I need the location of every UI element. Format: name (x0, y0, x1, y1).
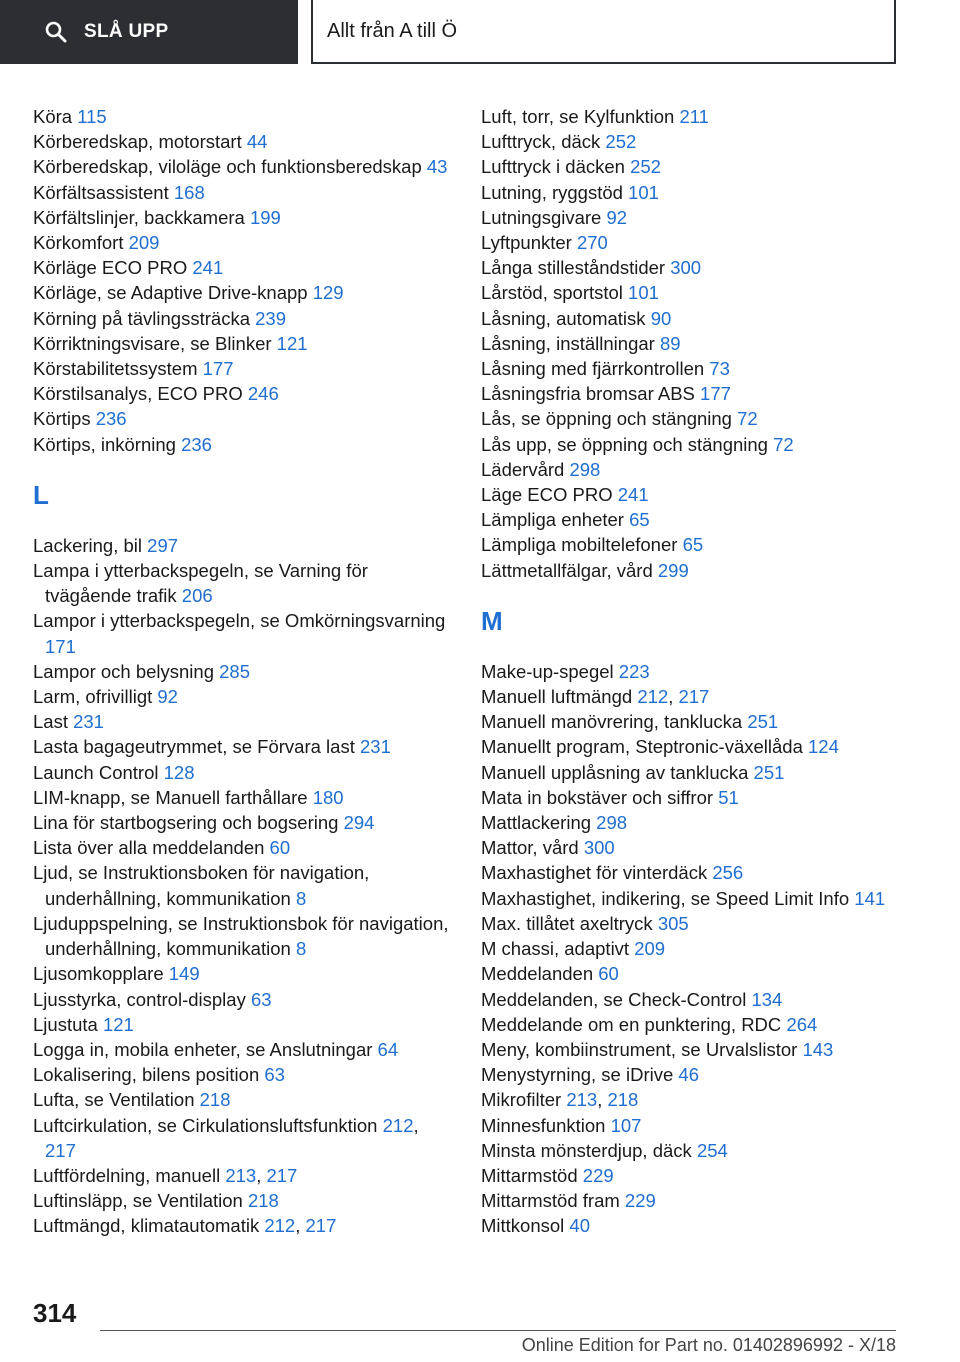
index-entry-text: Låsningsfria bromsar ABS (481, 383, 695, 405)
index-entry (33, 734, 453, 759)
page-link[interactable]: 199 (249, 206, 281, 228)
index-entry (481, 457, 901, 482)
index-entry-text: Lättmetallfälgar, vård (481, 559, 653, 581)
index-entry (33, 230, 453, 255)
page-link[interactable]: 64 (377, 1038, 399, 1060)
page-link[interactable]: 241 (192, 257, 224, 279)
index-entry-text: LIM-knapp, se Manuell farthållare (33, 786, 308, 808)
page-link[interactable]: 65 (682, 534, 704, 556)
page-link[interactable]: 305 (657, 912, 689, 934)
index-entry (33, 608, 453, 658)
footer-divider (100, 1330, 896, 1331)
index-entry-text: Låsning, automatisk (481, 307, 646, 329)
index-entry: Luftfördelning, manuell 213, 217 (33, 1164, 298, 1186)
index-entry-text: Make-up-spegel (481, 660, 614, 682)
index-entry (481, 482, 901, 507)
page-link[interactable]: 298 (569, 458, 601, 480)
index-entry (481, 104, 901, 129)
page-number: 314 (33, 1298, 77, 1328)
page-link[interactable]: 264 (786, 1013, 818, 1035)
index-entry-text: Lista över alla meddelanden (33, 837, 265, 859)
index-entry (33, 129, 453, 154)
section-tab[interactable] (311, 0, 896, 64)
index-entry-text: Köra (33, 106, 73, 127)
index-entry (481, 987, 901, 1012)
index-entry-text: Meddelanden (481, 963, 594, 985)
page-link[interactable]: 8 (295, 887, 307, 909)
index-entry (481, 230, 901, 255)
index-entry (33, 406, 453, 431)
index-entry-text: Läge ECO PRO (481, 484, 613, 506)
page-link[interactable]: 89 (659, 332, 681, 354)
index-entry (33, 1037, 453, 1062)
index-entry (33, 280, 453, 305)
index-entry (33, 961, 453, 986)
index-entry (33, 911, 453, 961)
page-link[interactable]: 134 (751, 988, 783, 1010)
index-entry (481, 734, 901, 759)
page-link[interactable]: 285 (219, 660, 251, 682)
index-entry (481, 1138, 901, 1163)
index-entry-text: Lampor och belysning (33, 660, 214, 682)
index-entry (481, 280, 901, 305)
index-entry-text: Lårstöd, sportstol (481, 282, 623, 304)
page-link[interactable]: 211 (679, 106, 709, 127)
index-entry (33, 1188, 453, 1213)
index-entry (481, 659, 901, 684)
page-link[interactable]: 251 (747, 711, 779, 733)
index-entry-text: Lufttryck, däck (481, 131, 601, 153)
index-entry: Luftcirkulation, se Cirkulationsluftsfunktion 212, 217 (33, 1114, 419, 1161)
index-entry-text: Lina för startbogsering och bogsering (33, 812, 339, 834)
index-entry-text: Mattlackering (481, 812, 592, 834)
index-entry-text: M chassi, adaptivt (481, 938, 630, 960)
index-entry-text: Lampor i ytterbackspegeln, se Omkörningsvarning (33, 610, 446, 632)
page-link[interactable]: 209 (128, 232, 160, 254)
page-link[interactable]: 40 (569, 1215, 590, 1237)
index-entry-text: Mata in bokstäver och siffror (481, 786, 714, 808)
index-entry-text: Körläge ECO PRO (33, 257, 188, 279)
index-entry: Mikrofilter 213, 218 (481, 1089, 639, 1111)
page-link[interactable]: 229 (582, 1164, 614, 1186)
page-link[interactable]: 121 (102, 1013, 134, 1035)
index-entry-text: Lutning, ryggstöd (481, 181, 623, 203)
index-entry-text: Luft, torr, se Kylfunktion (481, 106, 675, 127)
index-entry-text: Maxhastighet för vinterdäck (481, 862, 708, 884)
page-link[interactable]: 213 (225, 1164, 257, 1186)
page-link[interactable]: 60 (269, 837, 291, 859)
index-entry (33, 760, 453, 785)
page-link[interactable]: 72 (737, 408, 758, 430)
index-entry-text: Körläge, se Adaptive Drive-knapp (33, 282, 308, 304)
page-link[interactable]: 8 (295, 938, 307, 960)
page-link[interactable]: 256 (712, 862, 744, 884)
page-link[interactable]: 60 (598, 963, 619, 985)
index-entry (33, 709, 453, 734)
index-entry (481, 507, 901, 532)
index-entry (33, 154, 453, 179)
page-link[interactable]: 180 (312, 786, 344, 808)
index-entry-text: Meny, kombiinstrument, se Urvalslistor (481, 1038, 798, 1060)
index-entry-text: Menystyrning, se iDrive (481, 1064, 674, 1086)
index-entry-text: Max. tillåtet axeltryck (481, 912, 653, 934)
index-entry (33, 810, 453, 835)
index-entry-text: Långa stilleståndstider (481, 257, 666, 279)
page-link[interactable]: 218 (199, 1089, 231, 1111)
page-link[interactable]: 149 (168, 963, 200, 985)
index-entry-text: Larm, ofrivilligt (33, 686, 153, 708)
page-link[interactable]: 141 (854, 887, 886, 909)
index-entry (481, 558, 901, 583)
page-link[interactable]: 44 (246, 131, 268, 153)
index-column-right (481, 104, 901, 1239)
page-link[interactable]: 90 (650, 307, 672, 329)
index-entry (481, 205, 901, 230)
index-entry-text: Låsning, inställningar (481, 332, 655, 354)
page-link[interactable]: 72 (773, 433, 794, 455)
index-entry-text: Logga in, mobila enheter, se Anslutningar (33, 1038, 373, 1060)
page-link[interactable]: 143 (802, 1038, 834, 1060)
page-link[interactable]: 212 (637, 686, 669, 708)
page-link[interactable]: 217 (678, 686, 710, 708)
index-entry-text: Manuell upplåsning av tanklucka (481, 761, 749, 783)
page-link[interactable]: 300 (670, 257, 702, 279)
index-entry (481, 1037, 901, 1062)
page-link[interactable]: 223 (618, 660, 650, 682)
index-entry-text: Lufta, se Ventilation (33, 1089, 195, 1111)
page-link[interactable]: 217 (305, 1215, 337, 1237)
page-link[interactable]: 217 (266, 1164, 298, 1186)
index-entry-text: Körning på tävlingssträcka (33, 307, 250, 329)
index-entry-text: Lutningsgivare (481, 206, 602, 228)
index-entry (33, 860, 453, 910)
index-entry-text: Lufttryck i däcken (481, 156, 625, 178)
index-entry (33, 180, 453, 205)
index-entry (481, 129, 901, 154)
index-entry-text: Körstilsanalys, ECO PRO (33, 383, 243, 405)
index-entry (481, 886, 901, 911)
index-entry (33, 205, 453, 230)
index-entry (33, 558, 453, 608)
index-entry-text: Meddelanden, se Check-Control (481, 988, 747, 1010)
page-link[interactable]: 92 (157, 686, 178, 708)
index-entry-text: Körtips, inkörning (33, 433, 176, 455)
page-link[interactable]: 51 (718, 786, 739, 808)
index-entry-text: Körkomfort (33, 232, 124, 254)
index-entry (481, 860, 901, 885)
index-entry (481, 785, 901, 810)
page-link[interactable]: 294 (343, 812, 375, 834)
index-entry-text: Minnesfunktion (481, 1114, 606, 1136)
index-entry-text: Lås, se öppning och stängning (481, 408, 732, 430)
page-link[interactable]: 209 (634, 938, 666, 960)
index-entry (481, 255, 901, 280)
page-link[interactable]: 73 (709, 358, 730, 380)
index-column-left (33, 104, 453, 1239)
page-link[interactable]: 236 (95, 408, 127, 430)
page-link[interactable]: 252 (630, 156, 661, 178)
index-entry (481, 154, 901, 179)
index-entry-text: Manuellt program, Steptronic-växellåda (481, 736, 803, 758)
page-link[interactable]: 171 (45, 635, 76, 657)
index-entry (481, 306, 901, 331)
index-entry-text: Luftcirkulation, se Cirkulationsluftsfunktion (33, 1114, 378, 1136)
index-entry (33, 987, 453, 1012)
index-entry (481, 835, 901, 860)
index-entry (481, 961, 901, 986)
page-link[interactable]: 92 (606, 206, 628, 228)
index-entry-text: Luftmängd, klimatautomatik (33, 1215, 260, 1237)
page-link[interactable]: 236 (181, 433, 212, 455)
index-entry (33, 533, 453, 558)
page-link[interactable]: 213 (566, 1089, 598, 1111)
index-entry: Manuell luftmängd 212, 217 (481, 686, 710, 708)
index-entry-text: Lädervård (481, 458, 565, 480)
index-entry-text: Luftinsläpp, se Ventilation (33, 1190, 243, 1212)
footer-edition-text: Online Edition for Part no. 01402896992 - X/18 (521, 1335, 896, 1355)
page-link[interactable]: 254 (696, 1139, 728, 1161)
page-link[interactable]: 121 (276, 332, 308, 354)
index-entry (33, 255, 453, 280)
index-entry (33, 835, 453, 860)
index-entry-text: Meddelande om en punktering, RDC (481, 1013, 782, 1035)
page-link[interactable]: 246 (247, 383, 279, 405)
page-link[interactable]: 177 (202, 358, 234, 380)
page-link[interactable]: 241 (617, 484, 649, 506)
index-entry-text: Lokalisering, bilens position (33, 1064, 260, 1086)
page-link[interactable]: 46 (678, 1064, 699, 1086)
index-entry-text: Körberedskap, viloläge och funktionsberedskap (33, 156, 422, 178)
page-link[interactable]: 218 (607, 1089, 639, 1111)
page-link[interactable]: 128 (163, 761, 195, 783)
page-link[interactable]: 217 (45, 1139, 76, 1161)
index-entry (33, 684, 453, 709)
index-entry-text: Körfältsassistent (33, 181, 169, 203)
index-entry (481, 532, 901, 557)
index-section-letter: M (481, 605, 503, 636)
index-entry-text: Körfältslinjer, backkamera (33, 206, 245, 228)
index-entry (481, 1062, 901, 1087)
top-bar (0, 0, 960, 66)
search-icon (44, 20, 68, 44)
index-entry (481, 1188, 901, 1213)
page-link[interactable]: 218 (247, 1190, 279, 1212)
index-entry-text: Körtips (33, 408, 91, 430)
index-entry-text: Mattor, vård (481, 837, 579, 859)
index-entry-text: Ljusstyrka, control-display (33, 988, 246, 1010)
index-entry-text: Lampa i ytterbackspegeln, se Varning för tvägående trafik (33, 560, 368, 607)
page-link[interactable]: 212 (382, 1114, 414, 1136)
page-link[interactable]: 206 (181, 585, 213, 607)
page-link[interactable]: 177 (700, 383, 731, 405)
index-entry-text: Maxhastighet, indikering, se Speed Limit Info (481, 887, 850, 909)
page-link[interactable]: 297 (147, 534, 179, 556)
page-link[interactable]: 124 (808, 736, 839, 758)
page-link[interactable]: 229 (624, 1190, 656, 1212)
index-entry-text: Mittkonsol (481, 1215, 565, 1237)
index-entry (33, 104, 453, 129)
index-entry-text: Ljustuta (33, 1013, 98, 1035)
index-entry-text: Lås upp, se öppning och stängning (481, 433, 768, 455)
index-entry (481, 810, 901, 835)
index-entry (481, 1012, 901, 1037)
index-entry (33, 331, 453, 356)
index-entry (33, 1062, 453, 1087)
page-link[interactable]: 251 (753, 761, 785, 783)
page-link[interactable]: 63 (250, 988, 272, 1010)
index-entry (33, 659, 453, 684)
index-entry-text: Lämpliga enheter (481, 509, 624, 531)
page-link[interactable]: 270 (576, 232, 608, 254)
index-entry (481, 709, 901, 734)
index-entry (481, 180, 901, 205)
index-entry-text: Lyftpunkter (481, 232, 572, 254)
page-link[interactable]: 63 (264, 1064, 285, 1086)
index-entry-text: Mittarmstöd (481, 1164, 578, 1186)
index-entry (481, 760, 901, 785)
page-link[interactable]: 115 (77, 106, 107, 127)
index-entry-text: Manuell manövrering, tanklucka (481, 711, 743, 733)
index-entry (481, 1213, 901, 1238)
index-entry-text: Lämpliga mobiltelefoner (481, 534, 678, 556)
page-link[interactable]: 252 (605, 131, 637, 153)
page-link[interactable]: 231 (73, 711, 104, 733)
page-link[interactable]: 107 (610, 1114, 642, 1136)
page-link[interactable]: 43 (426, 156, 448, 178)
index-entry (33, 306, 453, 331)
index-entry-text: Körberedskap, motorstart (33, 131, 242, 153)
index-entry (481, 331, 901, 356)
index-entry-text: Ljuduppspelning, se Instruktionsbok för navigation, underhållning, kommunikation (33, 912, 449, 960)
page-link[interactable]: 299 (657, 559, 689, 581)
index-entry (481, 936, 901, 961)
index-entry (481, 911, 901, 936)
search-button-label: SLÅ UPP (84, 21, 169, 42)
index-entry (33, 432, 453, 457)
index-entry: Luftmängd, klimatautomatik 212, 217 (33, 1215, 337, 1237)
page-link[interactable]: 168 (173, 181, 205, 203)
page-link[interactable]: 239 (255, 307, 286, 329)
index-entry-text: Lackering, bil (33, 534, 143, 556)
index-entry-text: Ljud, se Instruktionsboken för navigation, underhållning, kommunikation (33, 862, 370, 909)
index-entry-text: Mikrofilter (481, 1089, 562, 1111)
index-entry (33, 1087, 453, 1112)
index-section-letter: L (33, 479, 49, 510)
index-entry (33, 356, 453, 381)
page-link[interactable]: 65 (629, 509, 650, 531)
page-link[interactable]: 298 (596, 812, 628, 834)
page-link[interactable]: 129 (312, 282, 344, 304)
page-link[interactable]: 101 (628, 181, 659, 203)
index-entry-text: Låsning med fjärrkontrollen (481, 358, 705, 380)
page-link[interactable]: 300 (583, 837, 615, 859)
index-entry (33, 381, 453, 406)
index-entry (33, 1012, 453, 1037)
index-entry-text: Lasta bagageutrymmet, se Förvara last (33, 736, 355, 758)
page-link[interactable]: 101 (628, 282, 659, 304)
index-entry-text: Last (33, 711, 68, 733)
index-entry-text: Manuell luftmängd (481, 686, 633, 708)
index-entry-text: Körriktningsvisare, se Blinker (33, 332, 272, 354)
index-entry (481, 432, 901, 457)
page-link[interactable]: 212 (264, 1215, 296, 1237)
index-entry (481, 1163, 901, 1188)
index-entry (481, 356, 901, 381)
index-entry-text: Launch Control (33, 761, 159, 783)
index-entry-text: Ljusomkopplare (33, 963, 164, 985)
search-button[interactable] (0, 0, 298, 64)
index-entry (33, 785, 453, 810)
index-entry-text: Luftfördelning, manuell (33, 1164, 221, 1186)
index-entry (481, 406, 901, 431)
index-entry-text: Körstabilitetssystem (33, 358, 198, 380)
index-entry-text: Minsta mönsterdjup, däck (481, 1139, 692, 1161)
index-entry-text: Mittarmstöd fram (481, 1190, 620, 1212)
page-link[interactable]: 231 (360, 736, 391, 758)
index-entry (481, 1113, 901, 1138)
section-tab-label: Allt från A till Ö (327, 19, 458, 42)
index-entry (481, 381, 901, 406)
